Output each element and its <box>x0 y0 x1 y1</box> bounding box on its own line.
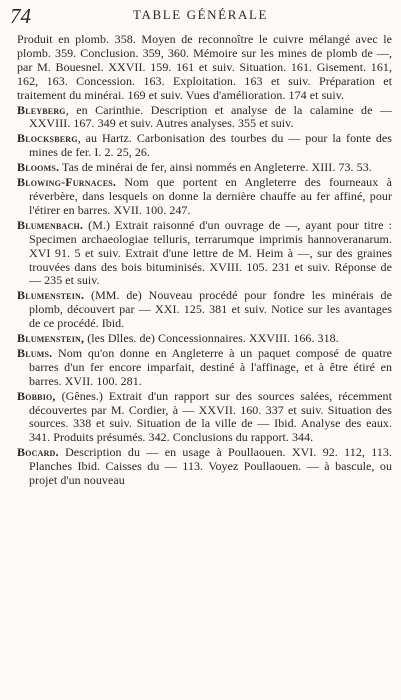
page-header <box>10 2 391 32</box>
index-entry <box>17 219 392 289</box>
entry-text: (les Dlles. de) Concessionnaires. XXVIII. 166. 318. <box>84 331 339 346</box>
entry-heading: Blooms. <box>17 160 60 175</box>
entry-text: Nom que portent en Angleterre des fourneaux à réverbère, dans lesquels on donne la dernière chauffe au fer affiné, pour l'étirer en barres. XVII. 100. 247. <box>29 175 392 217</box>
entry-text: , au Hartz. Carbonisation des tourbes du — pour la fonte des mines de fer. I. 2. 25, 26. <box>29 131 392 160</box>
entry-heading: Bobbio, <box>17 388 56 403</box>
entry-heading: Blocksberg <box>17 131 78 146</box>
index-entry <box>17 176 392 218</box>
index-entry <box>17 446 392 488</box>
entry-text: , en Carinthie. Description et analyse de la calamine de — XXVIII. 167. 349 et suiv. Autres analyses. 355 et suiv. <box>29 102 392 131</box>
index-entry <box>17 104 392 132</box>
running-head: TABLE GÉNÉRALE <box>132 7 269 22</box>
entry-text: Description du — en usage à Poullaouen. XVI. 92. 112, 113. Planches Ibid. Caisses du — 113. Voyez Poullaouen. — à bascule, ou projet d'un nouveau <box>29 445 392 488</box>
index-entry <box>17 161 392 175</box>
entry-text: (Gênes.) Extrait d'un rapport sur des sources salées, récemment découvertes par M. Cordier, à — XXVII. 160. 337 et suiv. Situation des sources. 338 et suiv. Situation de la ville de — Ibid. Analyse des eaux. 341. Produits présumés. 342. Conclusions du rapport. 344. <box>29 388 392 445</box>
entry-text: Tas de minérai de fer, ainsi nommés en Angleterre. XIII. 73. 53. <box>59 160 372 175</box>
entry-text: Nom qu'on donne en Angleterre à un paquet composé de quatre barres d'un fer encore imparfait, destiné à l'affinage, et à être étiré en barres. XVII. 100. 281. <box>29 345 392 388</box>
index-entry <box>17 289 392 331</box>
entry-heading: Blums. <box>17 345 53 360</box>
entry-text: (M.) Extrait raisonné d'un ouvrage de —, ayant pour titre : Specimen archaeologiae telluris, terrarumque imprimis hannoveranarum. XVI 91. 5 et suiv. Extrait d'une lettre de M. Heim à —, sur des graines trouvées dans des bois bituminisés. XVIII. 105. 231 et suiv. Réponse de — 235 et suiv. <box>29 217 392 288</box>
entry-text: Produit en plomb. 358. Moyen de reconnoître le cuivre mélangé avec le plomb. 359. Conclusion. 359, 360. Mémoire sur les mines de plomb de —, par M. Bouesnel. XXVII. 159. 161 et suiv. Situation. 161. Gisement. 161, 162, 163. Concession. 163. Exploitation. 163 et suiv. Préparation et traitement du minérai. 169 et suiv. Vues d'amélioration. 174 et suiv. <box>17 32 392 102</box>
page-number: 74 <box>10 4 31 28</box>
index-entry <box>17 347 392 389</box>
index-entry <box>17 132 392 160</box>
index-entries <box>17 33 392 489</box>
entry-heading: Bocard. <box>17 445 59 460</box>
entry-heading: Blumenbach. <box>17 217 84 232</box>
index-entry <box>17 390 392 446</box>
entry-heading: Blowing-Furnaces. <box>17 175 117 190</box>
index-entry <box>17 33 392 103</box>
entry-text: (MM. de) Nouveau procédé pour fondre les minérais de plomb, découvert par — XXI. 125. 381 et suiv. Notice sur les avantages de ce procédé. Ibid. <box>29 288 392 331</box>
entry-heading: Blumenstein. <box>17 288 85 303</box>
entry-heading: Bleyberg <box>17 102 66 117</box>
entry-heading: Blumenstein, <box>17 331 85 346</box>
index-entry <box>17 332 392 346</box>
